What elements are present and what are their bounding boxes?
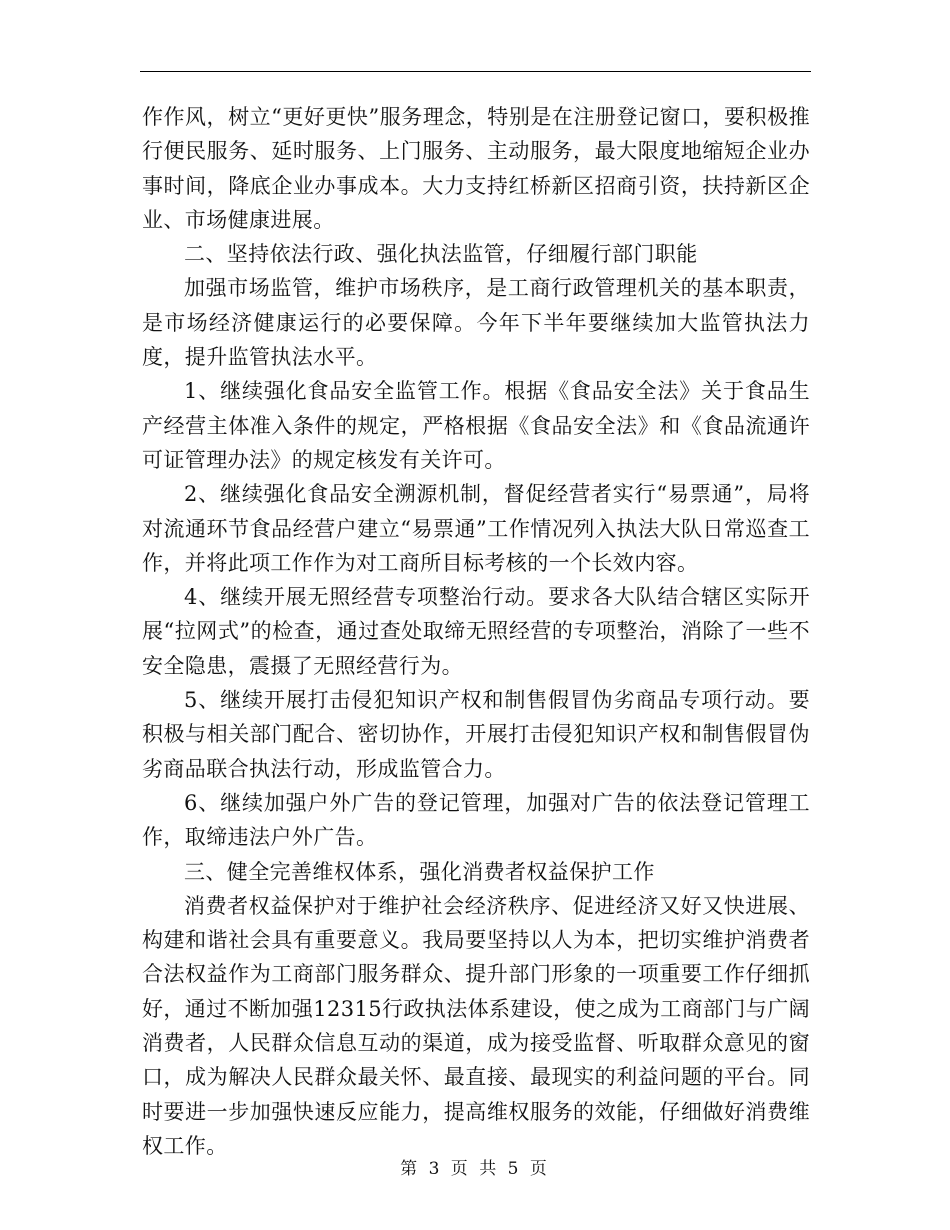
paragraph: 加强市场监管，维护市场秩序，是工商行政管理机关的基本职责，是市场经济健康运行的必要保障。今年下半年要继续加大监管执法力度，提升监管执法水平。 — [142, 276, 810, 370]
list-item: 1、继续强化食品安全监管工作。根据《食品安全法》关于食品生产经营主体准入条件的规定，严格根据《食品安全法》和《食品流通许可证管理办法》的规定核发有关许可。 — [142, 379, 810, 472]
section-heading: 三、健全完善维权体系，强化消费者权益保护工作 — [184, 859, 655, 884]
section-heading: 二、坚持依法行政、强化执法监管，仔细履行部门职能 — [184, 242, 698, 267]
list-item: 2、继续强化食品安全溯源机制，督促经营者实行“易票通”，局将对流通环节食品经营户建立“易票通”工作情况列入执法大队日常巡查工作，并将此项工作作为对工商所目标考核的一个长效内容。 — [142, 482, 810, 575]
header-rule — [140, 71, 811, 72]
paragraph: 作作风，树立“更好更快”服务理念，特别是在注册登记窗口，要积极推行便民服务、延时服务、上门服务、主动服务，最大限度地缩短企业办事时间，降底企业办事成本。大力支持红桥新区招商引资，扶持新区企业、市场健康进展。 — [142, 105, 810, 232]
page-number-footer: 第 3 页 共 5 页 — [400, 1159, 550, 1179]
list-item: 5、继续开展打击侵犯知识产权和制售假冒伪劣商品专项行动。要积极与相关部门配合、密切协作，开展打击侵犯知识产权和制售假冒伪劣商品联合执法行动，形成监管合力。 — [142, 688, 810, 781]
list-item: 6、继续加强户外广告的登记管理，加强对广告的依法登记管理工作，取缔违法户外广告。 — [142, 790, 810, 850]
document-body — [142, 100, 810, 1163]
paragraph: 消费者权益保护对于维护社会经济秩序、促进经济又好又快进展、构建和谐社会具有重要意义。我局要坚持以人为本，把切实维护消费者合法权益作为工商部门服务群众、提升部门形象的一项重要工作仔细抓好，通过不断加强12315行政执法体系建设，使之成为工商部门与广阔消费者，人民群众信息互动的渠道，成为接受监督、听取群众意见的窗口，成为解决人民群众最关怀、最直接、最现实的利益问题的平台。同时要进一步加强快速反应能力，提高维权服务的效能，仔细做好消费维权工作。 — [142, 893, 811, 1158]
list-item: 4、继续开展无照经营专项整治行动。要求各大队结合辖区实际开展“拉网式”的检查，通过查处取缔无照经营的专项整治，消除了一些不安全隐患，震摄了无照经营行为。 — [142, 585, 810, 678]
